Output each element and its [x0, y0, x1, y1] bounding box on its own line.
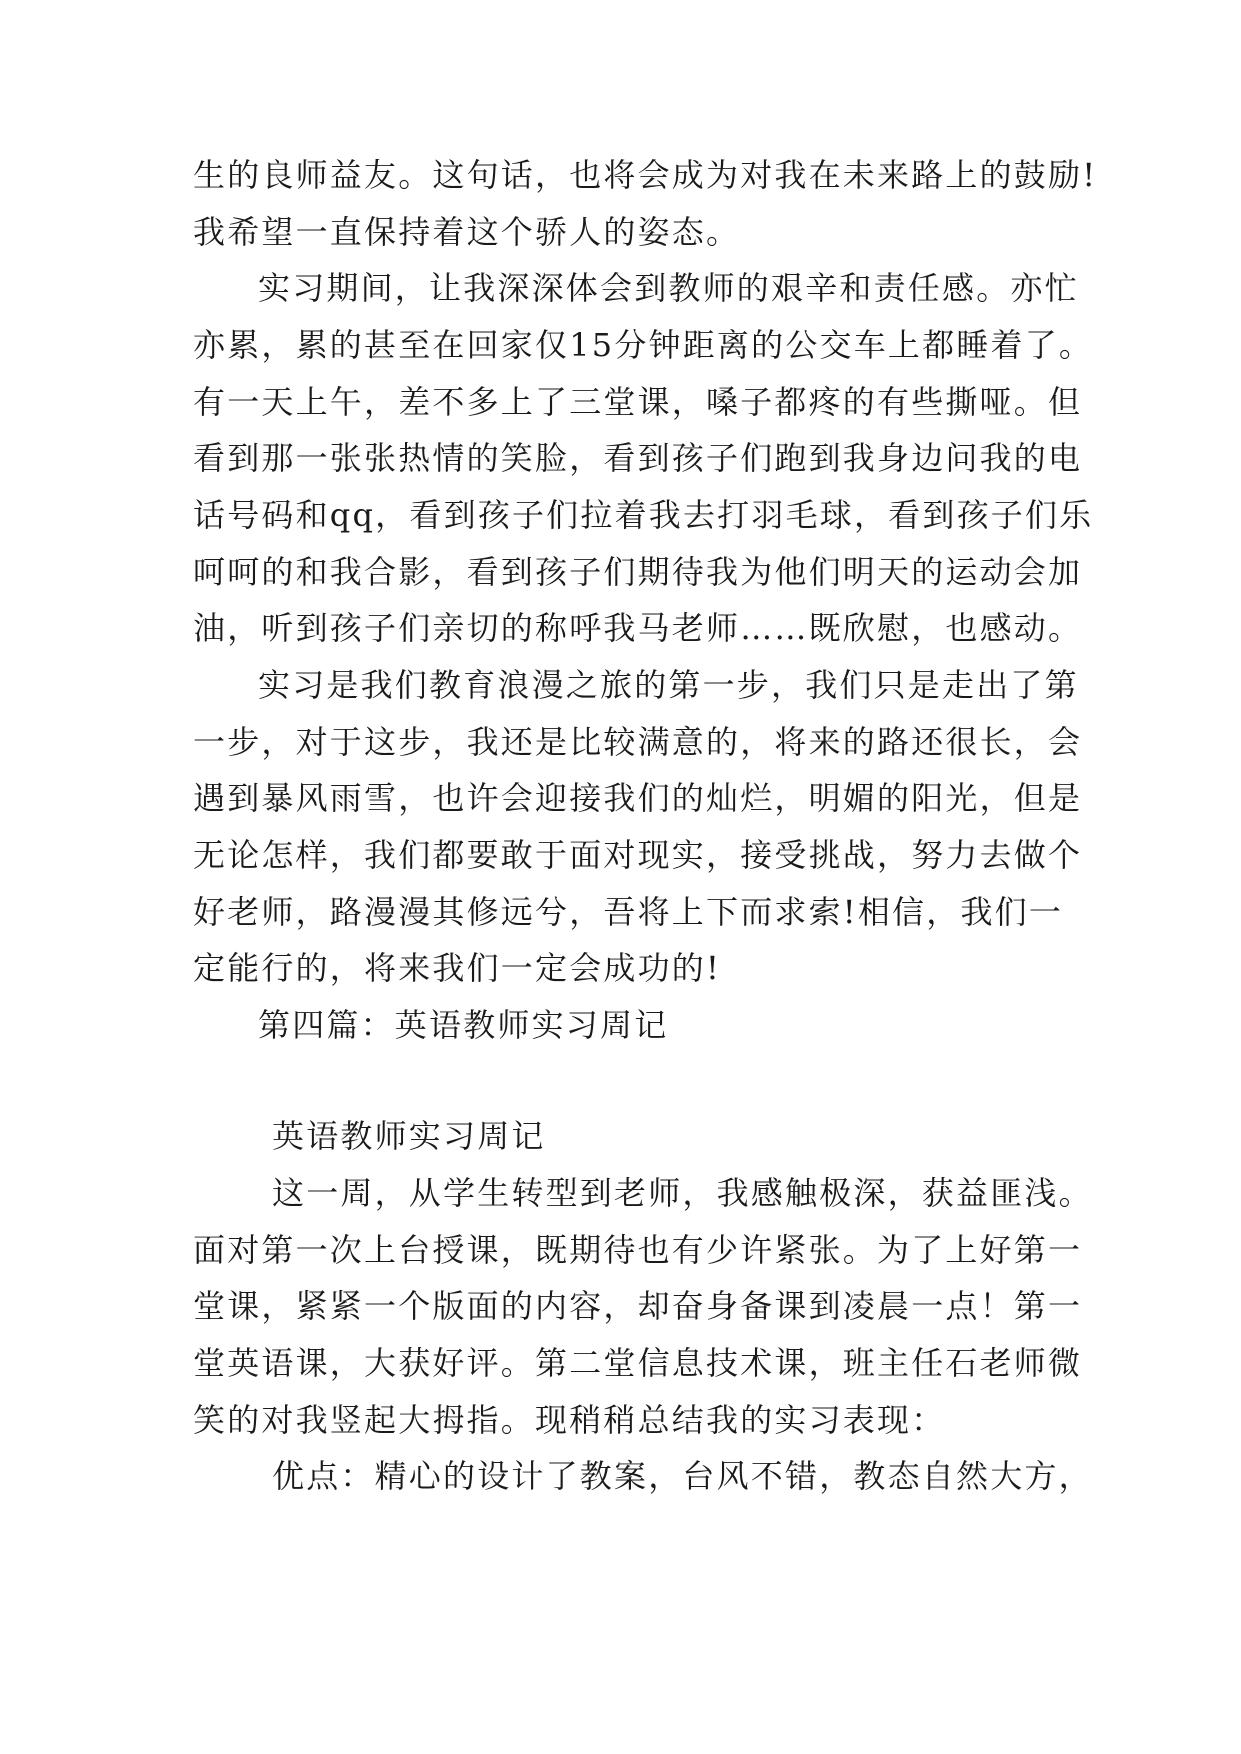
text-line: 遇到暴风雨雪，也许会迎接我们的灿烂，明媚的阳光，但是: [193, 779, 1083, 817]
text-line: 笑的对我竖起大拇指。现稍稍总结我的实习表现：: [193, 1401, 946, 1439]
text-line: 有一天上午，差不多上了三堂课，嗓子都疼的有些撕哑。但: [193, 383, 1083, 421]
text-line: 堂英语课，大获好评。第二堂信息技术课，班主任石老师微: [193, 1344, 1083, 1382]
text-line: 油，听到孩子们亲切的称呼我马老师……既欣慰，也感动。: [193, 609, 1083, 647]
text-line: 亦累，累的甚至在回家仅15分钟距离的公交车上都睡着了。: [193, 326, 1094, 364]
text-line: 话号码和qq，看到孩子们拉着我去打羽毛球，看到孩子们乐: [193, 496, 1094, 534]
text-line: 面对第一次上台授课，既期待也有少许紧张。为了上好第一: [193, 1231, 1083, 1269]
paragraph-start-line: 实习是我们教育浪漫之旅的第一步，我们只是走出了第: [258, 666, 1079, 704]
text-line: 好老师，路漫漫其修远兮，吾将上下而求索!相信，我们一: [193, 893, 1064, 931]
text-line: 看到那一张张热情的笑脸，看到孩子们跑到我身边问我的电: [193, 439, 1083, 477]
paragraph-start-line: 这一周，从学生转型到老师，我感触极深，获益匪浅。: [272, 1174, 1093, 1212]
paragraph-start-line: 实习期间，让我深深体会到教师的艰辛和责任感。亦忙: [258, 269, 1079, 307]
text-line: 呵呵的和我合影，看到孩子们期待我为他们明天的运动会加: [193, 553, 1083, 591]
paragraph-start-line: 优点：精心的设计了教案，台风不错，教态自然大方，: [272, 1457, 1093, 1495]
text-line: 我希望一直保持着这个骄人的姿态。: [193, 213, 741, 251]
text-line: 无论怎样，我们都要敢于面对现实，接受挑战，努力去做个: [193, 836, 1083, 874]
article-title: 英语教师实习周记: [272, 1117, 546, 1155]
text-line: 生的良师益友。这句话，也将会成为对我在未来路上的鼓励!: [193, 156, 1098, 194]
text-line: 堂课，紧紧一个版面的内容，却奋身备课到凌晨一点！第一: [193, 1287, 1083, 1325]
text-line: 定能行的，将来我们一定会成功的!: [193, 949, 722, 987]
section-heading: 第四篇：英语教师实习周记: [258, 1006, 669, 1044]
text-line: 一步，对于这步，我还是比较满意的，将来的路还很长，会: [193, 723, 1083, 761]
